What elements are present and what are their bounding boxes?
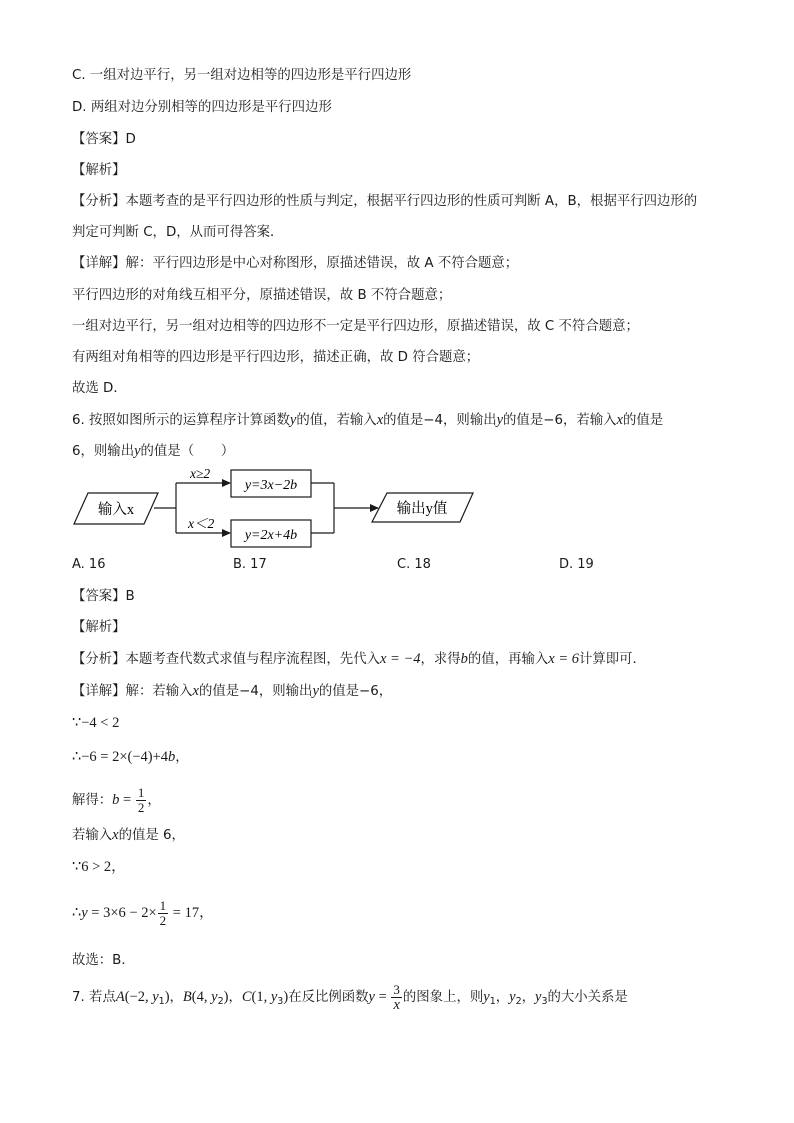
q6-step-4	[72, 826, 185, 845]
q6-step-text: 若输入	[72, 828, 113, 843]
var-b: b	[168, 749, 176, 765]
flowchart-output-label: 输出y值	[396, 501, 448, 517]
q6-detail-line-1	[72, 682, 392, 701]
q6-stem-text: 6，则输出	[72, 444, 135, 459]
var-x: x	[192, 683, 199, 699]
flowchart-condition-bottom: x＜2	[188, 516, 215, 531]
subscript: 2	[217, 996, 224, 1007]
fraction-numerator: 1	[159, 897, 167, 913]
var-y: y	[312, 683, 319, 699]
q6-conclusion: 故选：B．	[72, 953, 135, 968]
var-x: x	[376, 412, 384, 428]
q6-stem-text: 的值，若输入	[296, 413, 377, 428]
fraction-one-half	[136, 786, 147, 815]
q5-analysis-line-1: 【分析】本题考查的是平行四边形的性质与判定，根据平行四边形的性质可判断 A，B，根据平行四边形的	[72, 194, 698, 209]
fraction-denominator: 2	[159, 912, 167, 928]
q6-option-a: A. 16	[72, 557, 106, 572]
q6-stem-text: 的值是（ ）	[140, 444, 235, 459]
q6-step-text: 解得：	[72, 793, 113, 808]
q6-analysis-text: 【分析】本题考查代数式求值与程序流程图，先代入	[72, 652, 380, 667]
therefore-symbol: ∴	[72, 905, 82, 921]
q6-stem-line-2	[72, 442, 234, 461]
flowchart-condition-top: x≥2	[190, 466, 211, 481]
punctuation: ，	[521, 990, 535, 1005]
q6-stem-text: 的值是−6，若输入	[503, 413, 617, 428]
q6-option-d: D. 19	[559, 557, 594, 572]
punctuation: ，	[175, 750, 189, 765]
point-c-coord: (1,	[251, 989, 271, 1005]
equals-sign: =	[119, 792, 135, 808]
fraction-three-over-x	[391, 983, 402, 1012]
var-y: y	[483, 989, 490, 1005]
paren: )	[223, 989, 229, 1005]
q6-jiexi-heading: 【解析】	[72, 620, 126, 635]
subscript: 1	[489, 996, 496, 1007]
q6-analysis	[72, 650, 646, 669]
q6-flowchart	[70, 462, 480, 552]
subscript: 3	[541, 996, 548, 1007]
q6-analysis-text: 计算即可．	[579, 652, 646, 667]
flowchart-formula-top: y=3x−2b	[244, 478, 298, 493]
q6-stem-text: 的值是−4，则输出	[383, 413, 497, 428]
q6-option-c: C. 18	[397, 557, 431, 572]
q6-step-5: ∵6 > 2，	[72, 859, 126, 875]
var-y: y	[270, 989, 278, 1005]
paren: )	[283, 989, 289, 1005]
fraction-one-half	[158, 899, 169, 928]
fraction-denominator: x	[393, 996, 400, 1013]
q5-jiexi-heading: 【解析】	[72, 163, 126, 178]
fraction-numerator: 3	[393, 981, 400, 997]
punctuation: ，	[147, 793, 161, 808]
math-expression: = 3×6 − 2×	[87, 905, 157, 921]
subscript: 2	[515, 996, 522, 1007]
math-expression: x = −4	[379, 651, 421, 667]
paren: )	[164, 989, 170, 1005]
fraction-denominator: 2	[137, 799, 145, 815]
q5-detail-line-2: 平行四边形的对角线互相平分，原描述错误，故 B 不符合题意；	[72, 288, 452, 303]
q5-answer: 【答案】D	[72, 132, 136, 147]
math-expression: ∴−6 = 2×(−4)+4	[72, 749, 169, 765]
q6-analysis-text: ，求得	[420, 652, 461, 667]
point-c-label: C	[241, 989, 252, 1005]
point-b-label: B	[182, 989, 192, 1005]
var-y: y	[152, 989, 159, 1005]
q6-stem-text: 6. 按照如图所示的运算程序计算函数	[72, 413, 290, 428]
math-expression: = 17，	[169, 905, 214, 921]
var-b: b	[460, 651, 468, 667]
q7-stem-text: 的图象上，则	[402, 990, 484, 1005]
q6-stem-text: 的值是	[622, 413, 664, 428]
q6-detail-text: 的值是−6，	[318, 684, 393, 699]
math-expression: x = 6	[548, 651, 579, 667]
var-y: y	[81, 905, 88, 921]
flowchart-input-label: 输入x	[97, 502, 135, 518]
var-y: y	[509, 989, 516, 1005]
fraction-numerator: 1	[137, 784, 145, 800]
punctuation: ，	[169, 990, 183, 1005]
q6-detail-text: 【详解】解：若输入	[72, 684, 193, 699]
subscript: 3	[277, 996, 284, 1007]
q5-option-d: D. 两组对边分别相等的四边形是平行四边形	[72, 100, 332, 115]
q6-step-3	[72, 784, 161, 817]
q5-analysis-line-2: 判定可判断 C，D，从而可得答案．	[72, 225, 284, 240]
var-y: y	[496, 412, 504, 428]
q5-option-c: C. 一组对边平行，另一组对边相等的四边形是平行四边形	[72, 68, 412, 83]
punctuation: ，	[495, 990, 510, 1005]
subscript: 1	[158, 996, 165, 1007]
q6-step-text: 的值是 6，	[118, 828, 185, 843]
q7-stem-text: 的大小关系是	[547, 990, 628, 1005]
q5-detail-line-3: 一组对边平行，另一组对边相等的四边形不一定是平行四边形，原描述错误，故 C 不符合题意；	[72, 319, 639, 334]
q6-step-6	[72, 897, 214, 930]
q5-detail-line-1: 【详解】解：平行四边形是中心对称图形，原描述错误，故 A 不符合题意；	[72, 256, 519, 271]
var-y: y	[289, 412, 297, 428]
point-b-coord: (4,	[191, 989, 212, 1005]
q7-stem	[72, 980, 628, 1019]
var-b: b	[112, 792, 120, 808]
q6-option-b: B. 17	[233, 557, 267, 572]
var-x: x	[616, 412, 623, 428]
point-a-label: A	[115, 989, 125, 1005]
q6-stem-line-1	[72, 411, 663, 430]
var-y: y	[535, 989, 542, 1005]
punctuation: ，	[228, 990, 242, 1005]
var-y: y	[368, 989, 375, 1005]
q5-detail-line-4: 有两组对角相等的四边形是平行四边形，描述正确，故 D 符合题意；	[72, 350, 480, 365]
var-y: y	[134, 443, 141, 459]
q6-answer: 【答案】B	[72, 589, 135, 604]
q7-stem-text: 7. 若点	[72, 990, 116, 1005]
flowchart-formula-bottom: y=2x+4b	[244, 528, 298, 543]
q6-step-2	[72, 748, 189, 767]
var-x: x	[112, 827, 119, 843]
q6-analysis-text: 的值，再输入	[467, 652, 549, 667]
point-a-coord: (−2,	[124, 989, 153, 1005]
q7-stem-text: 在反比例函数	[288, 990, 369, 1005]
q6-detail-text: 的值是−4，则输出	[198, 684, 313, 699]
q6-step-1: ∵−4 < 2	[72, 715, 120, 731]
equals-sign: =	[374, 989, 391, 1005]
q5-conclusion: 故选 D．	[72, 381, 127, 396]
var-y: y	[211, 989, 218, 1005]
